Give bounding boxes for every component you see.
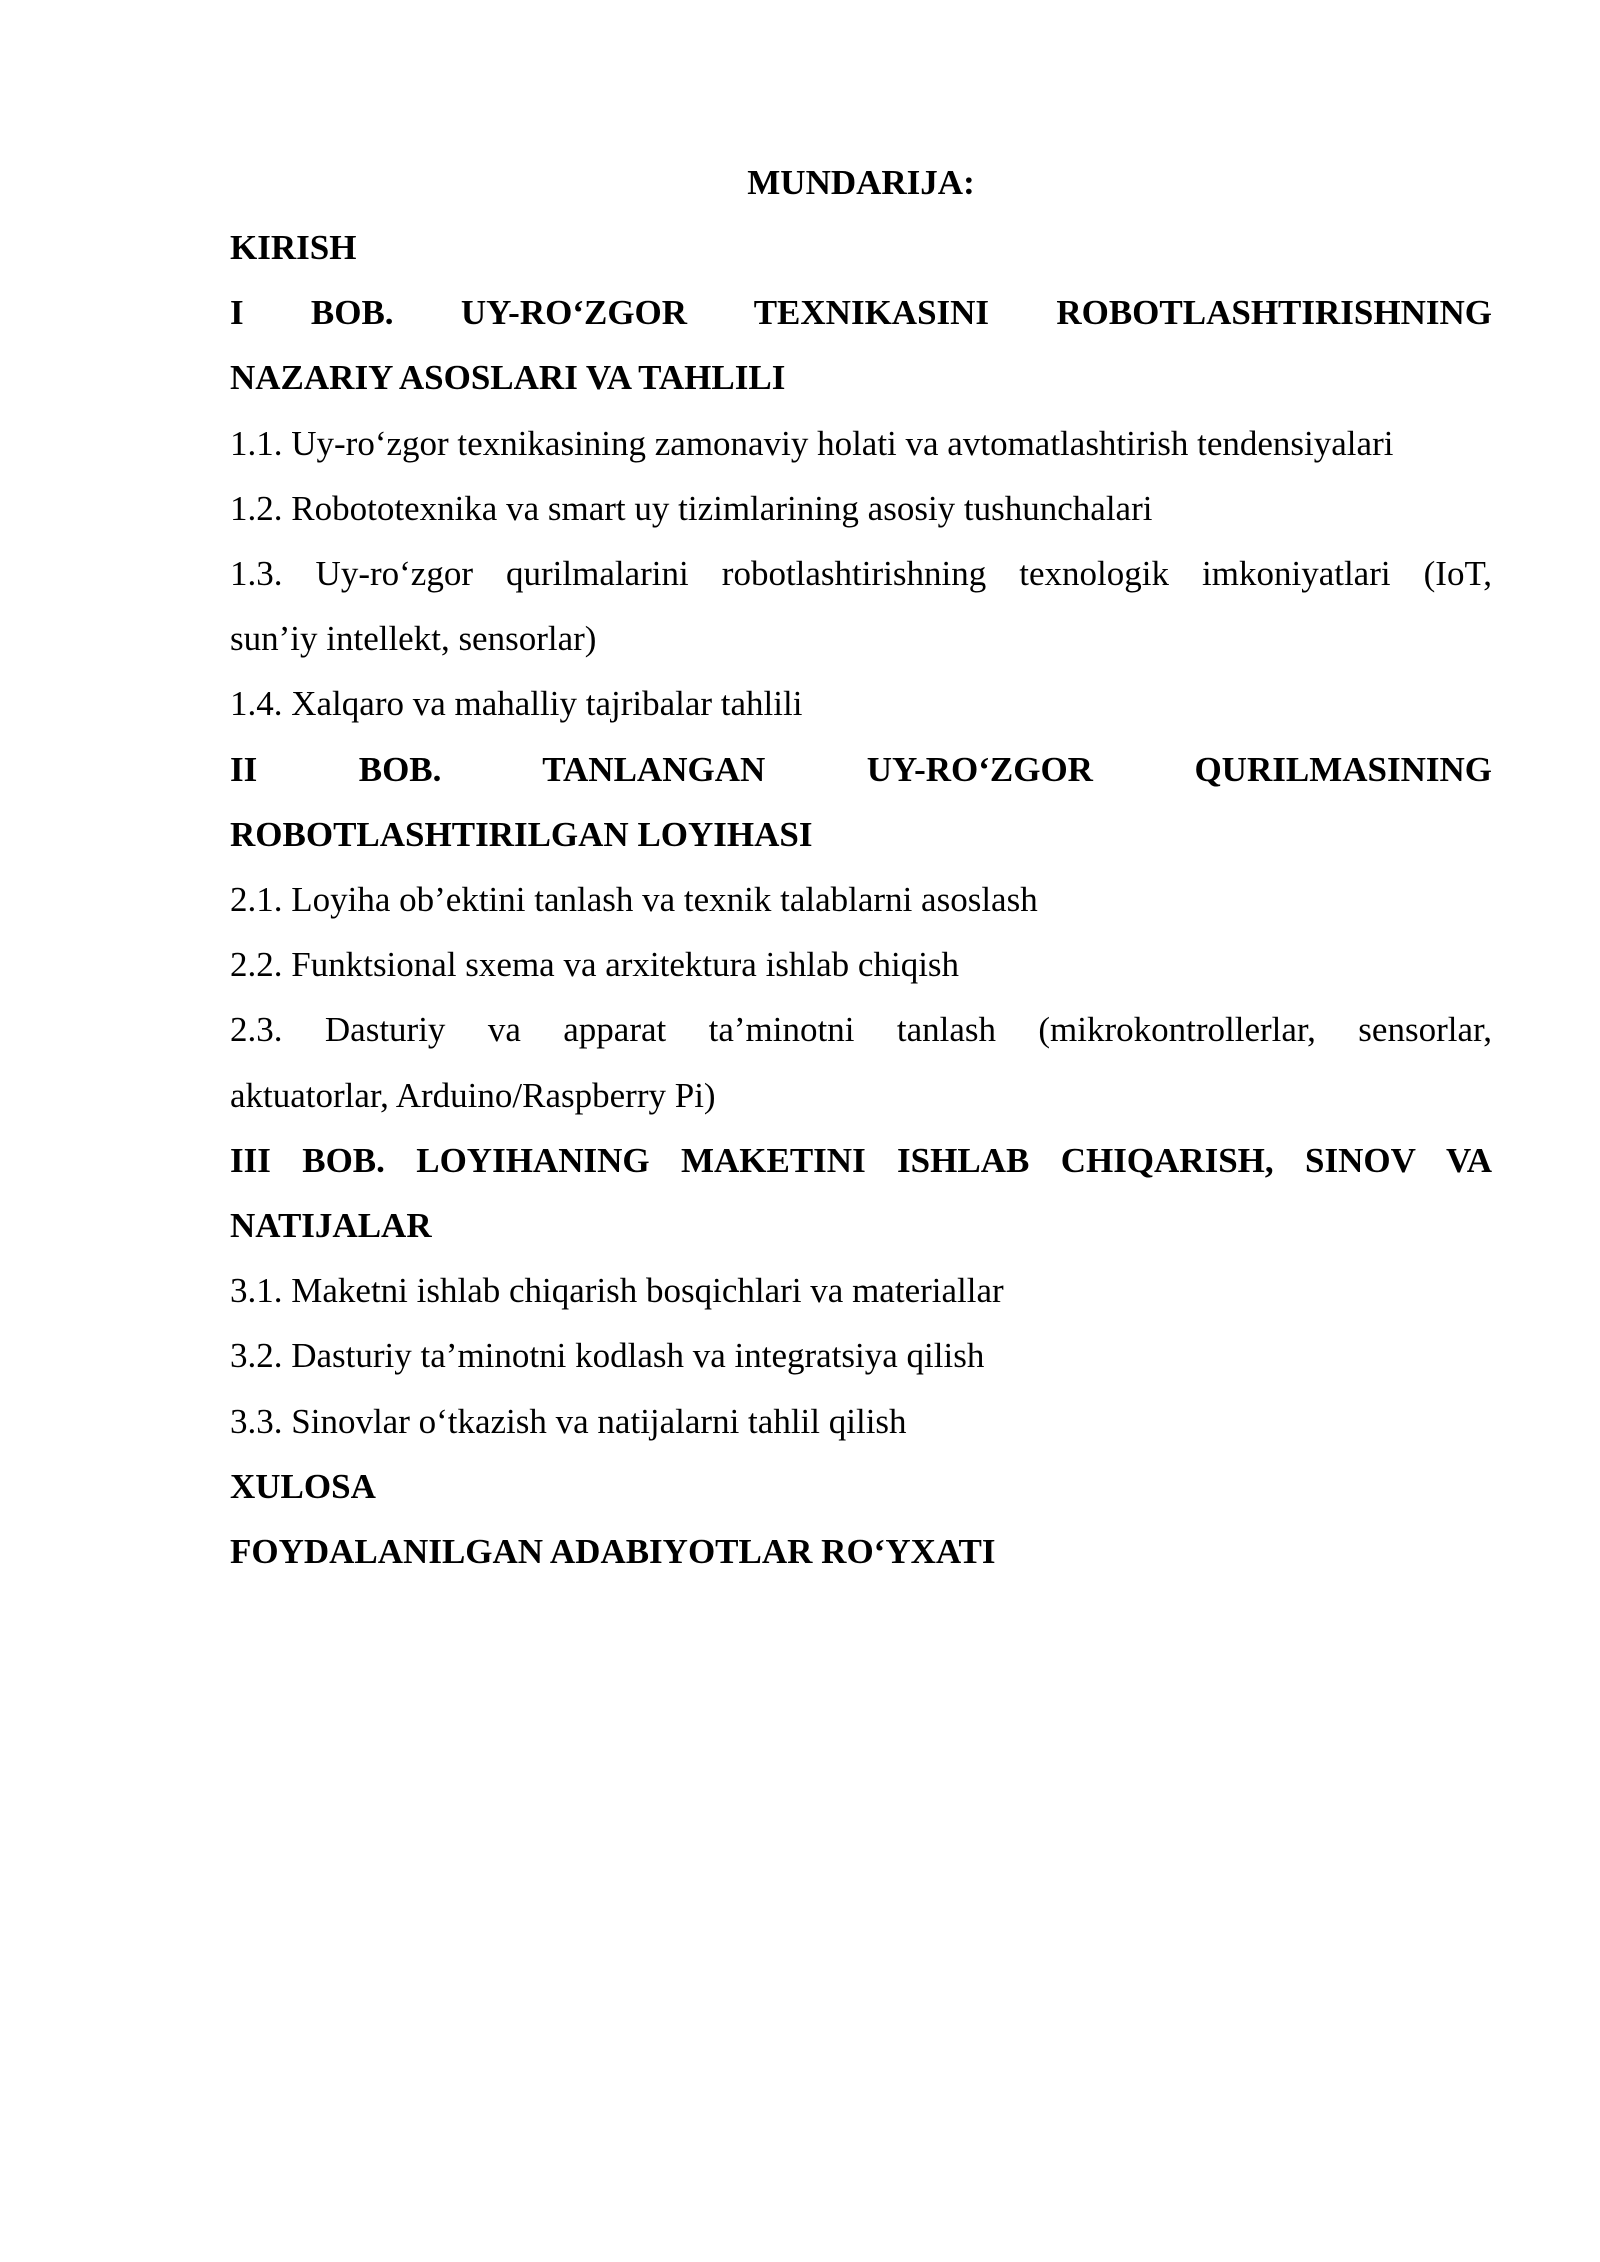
toc-chapter-3-heading-line-2: NATIJALAR [230,1206,432,1246]
toc-entry-references: FOYDALANILGAN ADABIYOTLAR RO‘YXATI [230,1532,996,1572]
toc-chapter-3-heading-line-1: III BOB. LOYIHANING MAKETINI ISHLAB CHIQARISH, SINOV VA [230,1140,1492,1180]
toc-section-2-3-line-2: aktuatorlar, Arduino/Raspberry Pi) [230,1075,716,1115]
toc-section-3-2: 3.2. Dasturiy ta’minotni kodlash va integratsiya qilish [230,1336,985,1376]
toc-section-1-2: 1.2. Robototexnika va smart uy tizimlarining asosiy tushunchalari [230,488,1153,528]
toc-chapter-1-heading-line-2: NAZARIY ASOSLARI VA TAHLILI [230,358,786,398]
toc-chapter-2-heading-line-1: II BOB. TANLANGAN UY-RO‘ZGOR QURILMASINING [230,749,1492,789]
toc-chapter-1-heading-line-1: I BOB. UY-RO‘ZGOR TEXNIKASINI ROBOTLASHTIRISHNING [230,293,1492,333]
toc-section-2-1: 2.1. Loyiha ob’ektini tanlash va texnik talablarni asoslash [230,880,1038,920]
document-page [230,150,1492,1584]
toc-entry-introduction: KIRISH [230,228,357,267]
toc-entry-conclusion: XULOSA [230,1466,376,1506]
toc-section-1-3-line-2: sun’iy intellekt, sensorlar) [230,619,597,659]
toc-section-1-4: 1.4. Xalqaro va mahalliy tajribalar tahlili [230,684,803,724]
toc-title: MUNDARIJA: [747,163,975,202]
toc-section-3-1: 3.1. Maketni ishlab chiqarish bosqichlari va materiallar [230,1271,1004,1311]
toc-chapter-2-heading-line-2: ROBOTLASHTIRILGAN LOYIHASI [230,814,813,854]
toc-section-3-3: 3.3. Sinovlar o‘tkazish va natijalarni tahlil qilish [230,1401,907,1441]
toc-section-1-3-line-1: 1.3. Uy-ro‘zgor qurilmalarini robotlashtirishning texnologik imkoniyatlari (IoT, [230,554,1492,594]
toc-section-2-2: 2.2. Funktsional sxema va arxitektura ishlab chiqish [230,945,960,985]
toc-section-1-1: 1.1. Uy-ro‘zgor texnikasining zamonaviy holati va avtomatlashtirish tendensiyalari [230,423,1394,463]
toc-section-2-3-line-1: 2.3. Dasturiy va apparat ta’minotni tanlash (mikrokontrollerlar, sensorlar, [230,1010,1492,1050]
